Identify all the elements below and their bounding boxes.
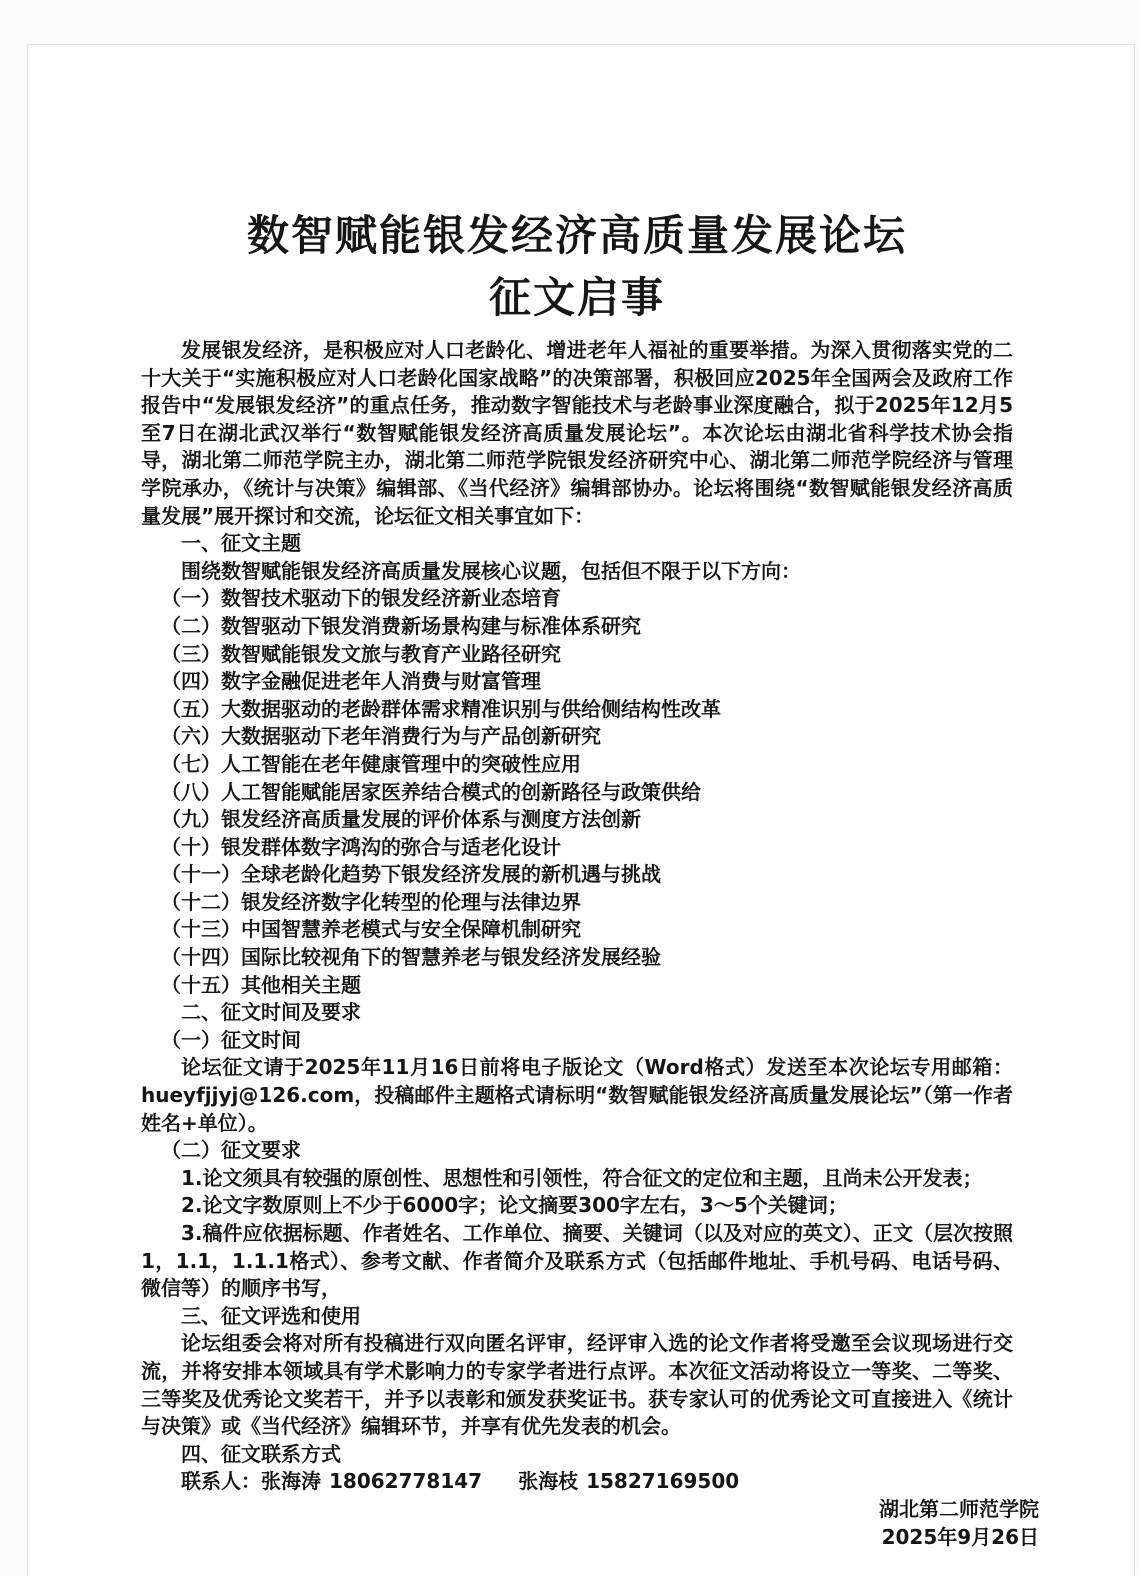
contact-2-phone: 15827169500 [586,1469,740,1494]
submission-time-paragraph: 论坛征文请于2025年11月16日前将电子版论文（Word格式）发送至本次论坛专用邮箱：hueyfjjyj@126.com，投稿邮件主题格式请标明“数智赋能银发经济高质量发展论坛”（第一作者姓名+单位）。 [141,1055,1013,1135]
contact-label: 联系人： [181,1469,261,1494]
section-3-heading: 三、征文评选和使用 [181,1303,361,1328]
signature-block [141,1496,1039,1551]
topic-item-11: （十一）全球老龄化趋势下银发经济发展的新机遇与挑战 [161,862,661,887]
document-page [27,44,1135,1576]
signature-organization: 湖北第二师范学院 [879,1496,1039,1521]
topic-item-10: （十）银发群体数字鸿沟的弥合与适老化设计 [161,834,561,859]
section-1-lead: 围绕数智赋能银发经济高质量发展核心议题，包括但不限于以下方向： [181,558,801,583]
topic-item-12: （十二）银发经济数字化转型的伦理与法律边界 [161,889,581,914]
contact-line [141,1468,1013,1496]
section-4-heading: 四、征文联系方式 [181,1441,341,1466]
topic-item-13: （十三）中国智慧养老模式与安全保障机制研究 [161,917,581,942]
topic-item-6: （六）大数据驱动下老年消费行为与产品创新研究 [161,724,601,749]
signature-date: 2025年9月26日 [881,1524,1039,1549]
document-subtitle: 征文启事 [488,273,665,322]
topic-item-15: （十五）其他相关主题 [161,972,361,997]
topic-item-14: （十四）国际比较视角下的智慧养老与银发经济发展经验 [161,945,661,970]
section-2-sub-2-heading: （二）征文要求 [161,1138,301,1163]
document-title: 数智赋能银发经济高质量发展论坛 [246,211,907,260]
section-2-heading: 二、征文时间及要求 [181,1000,361,1025]
document-content [141,205,1039,1551]
requirement-item-3: 3.稿件应依据标题、作者姓名、工作单位、摘要、关键词（以及对应的英文）、正文（层次按照1，1.1，1.1.1格式）、参考文献、作者简介及联系方式（包括邮件地址、手机号码、电话号码、微信等）的顺序书写， [141,1221,1013,1301]
topic-item-1: （一）数智技术驱动下的银发经济新业态培育 [161,586,561,611]
topic-item-3: （三）数智赋能银发文旅与教育产业路径研究 [161,641,561,666]
contact-1-name: 张海涛 [261,1469,321,1494]
topic-item-7: （七）人工智能在老年健康管理中的突破性应用 [161,751,581,776]
contact-1-phone: 18062778147 [329,1469,483,1494]
topic-item-8: （八）人工智能赋能居家医养结合模式的创新路径与政策供给 [161,779,701,804]
section-2-sub-1-heading: （一）征文时间 [161,1027,301,1052]
review-paragraph: 论坛组委会将对所有投稿进行双向匿名评审，经评审入选的论文作者将受邀至会议现场进行交流，并将安排本领域具有学术影响力的专家学者进行点评。本次征文活动将设立一等奖、二等奖、三等奖及优秀论文奖若干，并予以表彰和颁发获奖证书。获专家认可的优秀论文可直接进入《统计与决策》或《当代经济》编辑环节，并享有优先发表的机会。 [141,1331,1013,1439]
intro-paragraph: 发展银发经济，是积极应对人口老龄化、增进老年人福祉的重要举措。为深入贯彻落实党的二十大关于“实施积极应对人口老龄化国家战略”的决策部署，积极回应2025年全国两会及政府工作报告中“发展银发经济”的重点任务，推动数字智能技术与老龄事业深度融合，拟于2025年12月5至7日在湖北武汉举行“数智赋能银发经济高质量发展论坛”。本次论坛由湖北省科学技术协会指导，湖北第二师范学院主办，湖北第二师范学院银发经济研究中心、湖北第二师范学院经济与管理学院承办，《统计与决策》编辑部、《当代经济》编辑部协办。论坛将围绕“数智赋能银发经济高质量发展”展开探讨和交流，论坛征文相关事宜如下： [141,338,1013,528]
section-1-heading: 一、征文主题 [181,531,301,556]
topic-item-9: （九）银发经济高质量发展的评价体系与测度方法创新 [161,807,641,832]
topic-item-2: （二）数智驱动下银发消费新场景构建与标准体系研究 [161,613,641,638]
requirement-item-2: 2.论文字数原则上不少于6000字；论文摘要300字左右，3～5个关键词； [181,1193,848,1218]
topic-item-4: （四）数字金融促进老年人消费与财富管理 [161,669,541,694]
document-body [141,337,1039,1551]
topic-item-5: （五）大数据驱动的老龄群体需求精准识别与供给侧结构性改革 [161,696,721,721]
requirement-item-1: 1.论文须具有较强的原创性、思想性和引领性，符合征文的定位和主题，且尚未公开发表； [181,1165,983,1190]
contact-2-name: 张海枝 [518,1469,579,1494]
